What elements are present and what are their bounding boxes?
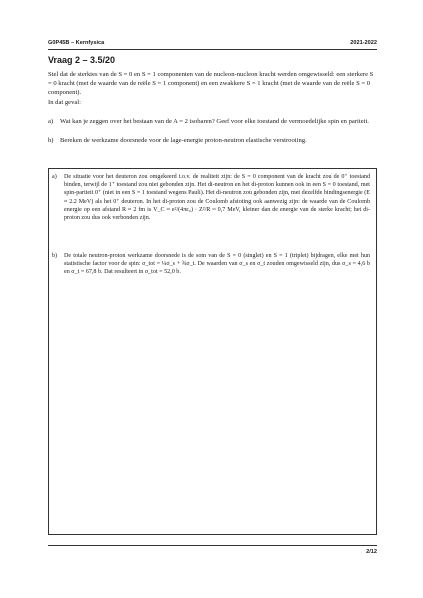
answer-marker: b) — [52, 253, 58, 259]
answer-text: De situatie voor het deuteron zou omgekeerd t.o.v. de realiteit zijn: de S = 0 component van de kracht zou de 0⁺ toestand binden, terwijl de 1⁺ toestand zou niet gebonden zijn. Het di-neutron en het di-proton kunnen ook in een S = 0 toestand, met spin-pariteit 0⁺ (niet in een S = 1 toestand wegens Pauli). Het di-neutron zou gebonden zijn, met dezelfde bindingsenergie (E ≈ 2.2 MeV) als het 0⁺ deuteron. In het di-proton zou de Coulomb afstoting ook aanwezig zijn: de waarde van de Coulomb energie op een afstand R ≈ 2 fm is V_C ≈ e²/(4πε₀) · Z²/R ≈ 0,7 MeV, kleiner dan de energie van de sterke kracht; het di-proton zou dus ook verbonden zijn. — [64, 174, 370, 222]
subquestion-a — [48, 117, 377, 126]
page-header — [48, 40, 377, 46]
subquestion-marker: a) — [48, 118, 54, 125]
subquestion-text: Wat kan je zeggen over het bestaan van de A = 2 isobaren? Geef voor elke toestand de vermoedelijke spin en pariteit. — [60, 118, 369, 125]
answer-b — [52, 252, 370, 277]
intro-lead: In dat geval: — [48, 98, 81, 106]
question-intro — [48, 70, 377, 107]
subquestion-b — [48, 136, 377, 145]
question-title: Vraag 2 – 3.5/20 — [48, 55, 116, 65]
academic-year: 2021-2022 — [350, 40, 377, 46]
answer-box — [48, 168, 377, 535]
footer-divider — [48, 545, 377, 546]
answer-text: De totale neutron-proton werkzame doorsnede is de som van de S = 0 (singlet) en S = 1 (triplet) bijdragen, elke met hun statistische factor voor de spin: σ_tot = ¼σ_s + ¾σ_t. De waarden van σ_s en σ_t zouden omgewisseld zijn, dus σ_s = 4,6 b en σ_t = 67,8 b. Dat resulteert in σ_tot = 52,0 b. — [64, 253, 370, 276]
intro-paragraph: Stel dat de sterktes van de S = 0 en S = 1 componenten van de nucleon-nucleon kracht werden omgewisseld: een sterkere S = 0 kracht (met de waarde van de reële S = 1 component) en een zwakkere S = 1 kracht (met de waarde van de reële S = 0 component). — [48, 71, 374, 97]
subquestion-text: Bereken de werkzame doorsnede voor de lage-energie proton-neutron elastische verstrooiing. — [60, 137, 307, 144]
answer-a — [52, 173, 370, 222]
course-title: G0P45B – Kernfysica — [48, 40, 105, 46]
answer-marker: a) — [52, 174, 57, 180]
subquestion-marker: b) — [48, 137, 54, 144]
header-divider — [48, 49, 377, 50]
page-number: 2/12 — [366, 549, 377, 555]
